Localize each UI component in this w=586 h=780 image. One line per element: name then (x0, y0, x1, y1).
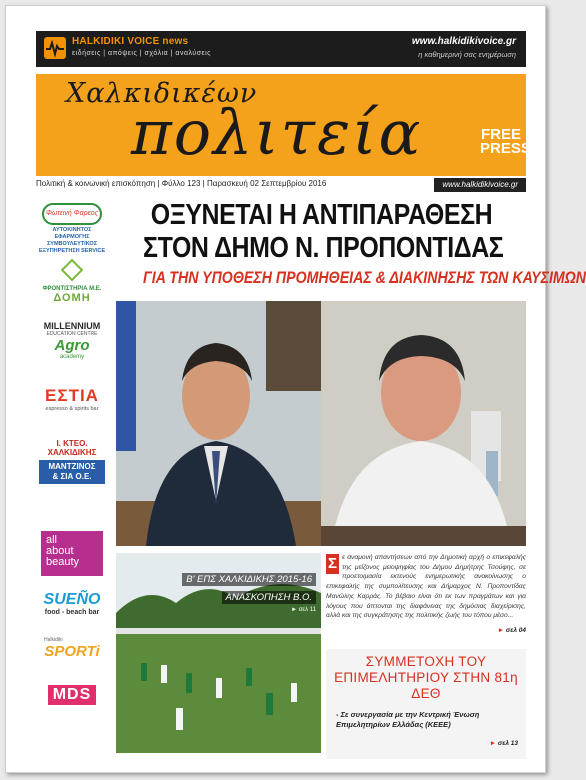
press-label: PRESS (480, 140, 531, 157)
chamber-article-desc: - Σε συνεργασία με την Κεντρική Ένωση Επιμελητηρίων Ελλάδας (ΚΕΕΕ) (336, 710, 480, 729)
sponsor-sidebar (36, 201, 108, 741)
sponsor-ad-sueno[interactable] (36, 591, 108, 623)
sponsor-name: ΧΑΛΚΙΔΙΚΗΣ (47, 448, 97, 457)
chamber-page-ref-label: σελ 13 (497, 740, 518, 747)
newspaper-page (5, 5, 586, 773)
sponsor-name: ΔΟΜΗ (53, 292, 91, 304)
sponsor-caption: ΦΡΟΝΤΙΣΤΗΡΙΑ Μ.Ε. (42, 286, 102, 292)
sponsor-name: Agro (54, 337, 90, 354)
sponsor-caption: EDUCATION CENTRE (46, 331, 98, 337)
domi-logo-icon (61, 259, 84, 282)
masthead-script-top: Χαλκιδικέων (66, 78, 258, 109)
sponsor-caption: Halkidiki (44, 637, 63, 643)
sponsor-name: SUEÑO (43, 591, 101, 608)
top-banner[interactable] (36, 31, 526, 67)
masthead-title: πολιτεία (131, 96, 423, 169)
article-dropcap: Σ (327, 555, 337, 572)
sponsor-caption: ΑΥΤΟΚΙΝΗΤΟΣ ΕΦΑΡΜΟΓΗΣ ΣΥΜΒΟΥΛΕΥΤΙΚΟΣ ΕΞΥΠΗΡΕΤΗΣΗ SERVICE (38, 227, 106, 254)
headline-line-1: ΟΞΥΝΕΤΑΙ Η ΑΝΤΙΠΑΡΑΘΕΣΗ (150, 199, 493, 231)
sponsor-caption: espresso & spirits bar (45, 406, 99, 412)
chamber-article-box (326, 649, 526, 759)
chamber-page-ref[interactable] (490, 740, 518, 747)
arrow-right-icon: ► (489, 740, 498, 747)
sponsor-ad-fareos[interactable] (36, 203, 108, 254)
free-press-badge (480, 126, 531, 157)
photo-opposition-leader (321, 301, 526, 546)
lead-article (326, 553, 526, 634)
arrow-right-icon: ► (497, 626, 506, 634)
sponsor-caption: & ΣΙΑ Ο.Ε. (52, 472, 92, 481)
sponsor-ad-estia[interactable] (36, 386, 108, 436)
greek-flag-fragment (116, 301, 136, 451)
sponsor-name: about (46, 545, 74, 557)
chamber-article-title[interactable]: ΣΥΜΜΕΤΟΧΗ ΤΟΥ ΕΠΙΜΕΛΗΤΗΡΙΟΥ ΣΤΗΝ 81η ΔΕΘ (334, 654, 518, 701)
football-caption-line-1: Β' ΕΠΣ ΧΑΛΚΙΔΙΚΗΣ 2015-16 (182, 573, 316, 586)
article-body: ε αναμονή απαντήσεων από την Δημοτική αρχή ο επικεφαλής της μείζονος μειοψηφίας του Δήμου Δημήτρης Τσούφης, σε προετοιμασία εκτενούς ενημερωτικής ανακοίνωσης ο επικεφαλής της συμπολίτευσης και Δήμαρχος Ν. Προποντίδας Μανώλης Καρράς. Το βέβαιο είναι ότι εκ των πραγμάτων και για λόγους που άπτονται της διαφάνειας της δημόσιας διαχείρισης, αλλά και της συγκράτησης της πολιτικής ζωής του τόπου μέσο... (326, 554, 526, 620)
brand-name: HALKIDIKI VOICE news (72, 36, 189, 47)
sponsor-ad-beauty[interactable] (41, 531, 103, 576)
article-page-ref-label: σελ 04 (505, 626, 526, 634)
main-headline[interactable] (114, 199, 586, 288)
sponsor-logo-fareos: Φωτεινή Φάρεος (42, 203, 102, 225)
sponsor-name: all (46, 534, 58, 546)
sponsor-name: ΕΣΤΙΑ (45, 386, 99, 405)
free-label: FREE (480, 126, 521, 143)
headline-line-2: ΣΤΟΝ ΔΗΜΟ Ν. ΠΡΟΠΟΝΤΙΔΑΣ (143, 232, 504, 264)
issue-info-strip (36, 178, 526, 192)
sponsor-caption: food - beach bar (44, 609, 100, 616)
sponsor-name-bar (39, 460, 105, 484)
sponsor-name: MILLENNIUM (43, 321, 101, 331)
article-page-ref[interactable] (326, 627, 526, 634)
masthead (36, 74, 531, 176)
site-url-badge[interactable]: www.halkidikivoice.gr (434, 178, 526, 192)
sponsor-name: SPORTi (44, 643, 100, 660)
voice-wave-icon (44, 37, 66, 59)
sponsor-caption: academy (59, 354, 85, 360)
sponsor-name: MDS (48, 685, 97, 705)
sponsor-ad-millennium[interactable] (36, 321, 108, 379)
sponsor-ad-mds[interactable] (36, 685, 108, 715)
brand-tagline: ειδήσεις | απόψεις | σχόλια | αναλύσεις (72, 50, 212, 57)
sponsor-name: beauty (46, 556, 80, 568)
sponsor-ad-sporti[interactable] (36, 637, 108, 667)
website-tagline: η καθημερινή σας ενημέρωση (418, 50, 516, 59)
sponsor-ad-domi[interactable] (36, 258, 108, 313)
football-caption[interactable] (126, 569, 316, 613)
football-caption-line-2: ΑΝΑΣΚΟΠΗΣΗ Β.Ο. (222, 591, 316, 604)
football-page-ref[interactable]: ► σελ 11 (291, 607, 316, 613)
website-link[interactable]: www.halkidikivoice.gr (411, 36, 516, 47)
issue-info: Πολιτική & κοινωνική επισκόπηση | Φύλλο 123 | Παρασκευή 02 Σεπτεμβρίου 2016 (36, 179, 327, 188)
sponsor-ad-kteo[interactable] (36, 439, 108, 514)
headline-subtitle: ΓΙΑ ΤΗΝ ΥΠΟΘΕΣΗ ΠΡΟΜΗΘΕΙΑΣ & ΔΙΑΚΙΝΗΣΗΣ ΤΩΝ ΚΑΥΣΙΜΩΝ (143, 269, 586, 287)
sponsor-name: Ι. ΚΤΕΟ. (56, 439, 88, 448)
sponsor-caption: ΜΑΝΤΖΙΝΟΣ (48, 462, 96, 471)
photo-mayor (116, 301, 321, 546)
